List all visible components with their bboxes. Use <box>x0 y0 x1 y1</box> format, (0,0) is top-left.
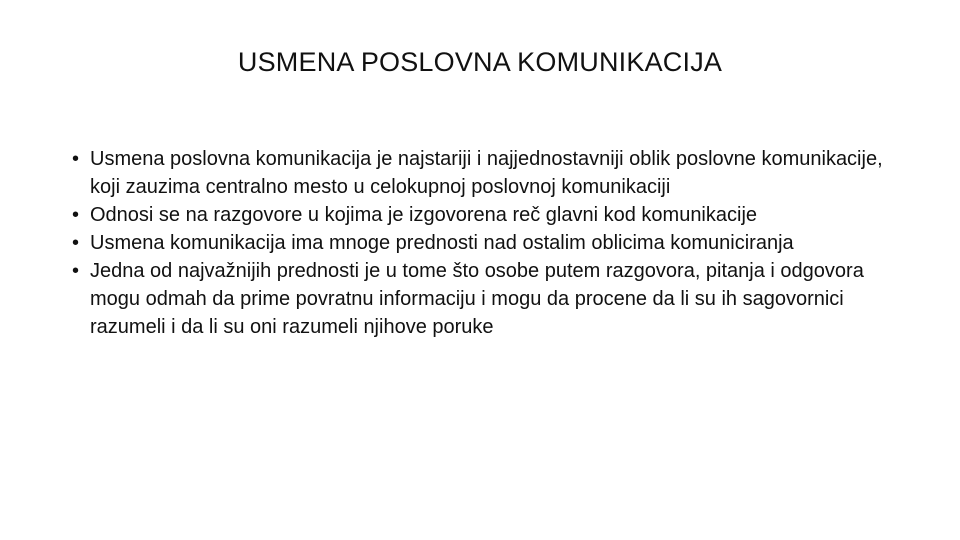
bullet-item <box>72 229 912 257</box>
bullet-icon: • <box>72 232 80 254</box>
slide-content <box>72 145 912 341</box>
bullet-item <box>72 257 912 341</box>
bullet-icon: • <box>72 204 80 226</box>
bullet-text: Usmena poslovna komunikacija je najstariji i najjednostavniji oblik poslovne komunikacije, koji zauzima centralno mesto u celokupnoj poslovnoj komunikaciji <box>90 148 883 198</box>
bullet-item <box>72 201 912 229</box>
bullet-text: Jedna od najvažnijih prednosti je u tome što osobe putem razgovora, pitanja i odgovora mogu odmah da prime povratnu informaciju i mogu da procene da li su ih sagovornici razumeli i da li su oni razumeli njihove poruke <box>90 260 864 338</box>
bullet-text: Odnosi se na razgovore u kojima je izgovorena reč glavni kod komunikacije <box>90 204 758 226</box>
bullet-text: Usmena komunikacija ima mnoge prednosti nad ostalim oblicima komuniciranja <box>90 232 794 254</box>
bullet-list <box>72 145 912 341</box>
slide-title: USMENA POSLOVNA KOMUNIKACIJA <box>237 47 723 77</box>
bullet-icon: • <box>72 148 80 170</box>
bullet-icon: • <box>72 260 80 282</box>
bullet-item <box>72 145 912 201</box>
